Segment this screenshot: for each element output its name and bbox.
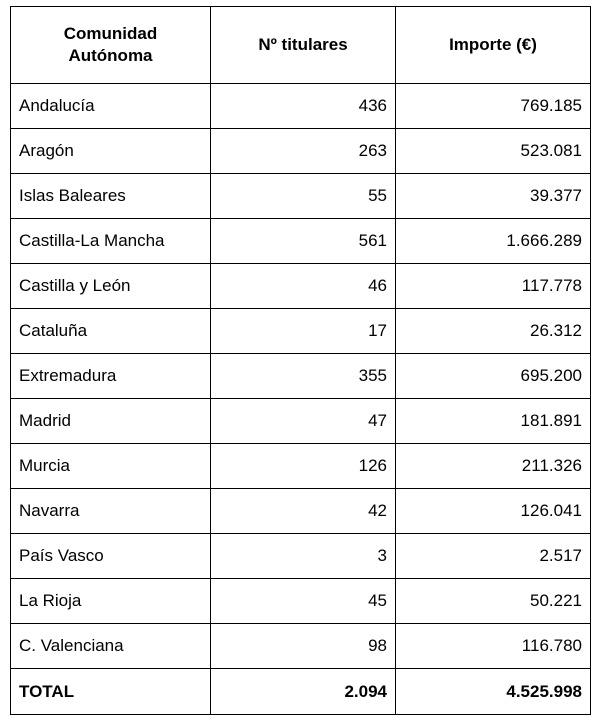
total-amount: 4.525.998 xyxy=(396,669,591,715)
table-row xyxy=(11,489,591,534)
table-row xyxy=(11,624,591,669)
row-community: Castilla y León xyxy=(11,264,211,309)
row-community: C. Valenciana xyxy=(11,624,211,669)
table-row xyxy=(11,219,591,264)
row-holders: 17 xyxy=(211,309,396,354)
row-holders: 47 xyxy=(211,399,396,444)
row-community: Andalucía xyxy=(11,84,211,129)
table-row xyxy=(11,84,591,129)
table-row xyxy=(11,399,591,444)
row-community: Extremadura xyxy=(11,354,211,399)
data-table xyxy=(10,6,591,715)
header-amount: Importe (€) xyxy=(396,7,591,84)
row-amount: 1.666.289 xyxy=(396,219,591,264)
row-community: Castilla-La Mancha xyxy=(11,219,211,264)
row-community: Navarra xyxy=(11,489,211,534)
row-amount: 116.780 xyxy=(396,624,591,669)
row-community: Cataluña xyxy=(11,309,211,354)
total-row xyxy=(11,669,591,715)
row-community: Madrid xyxy=(11,399,211,444)
row-amount: 39.377 xyxy=(396,174,591,219)
row-holders: 263 xyxy=(211,129,396,174)
row-holders: 55 xyxy=(211,174,396,219)
table-row xyxy=(11,129,591,174)
row-amount: 211.326 xyxy=(396,444,591,489)
total-label: TOTAL xyxy=(11,669,211,715)
row-amount: 523.081 xyxy=(396,129,591,174)
row-community: Islas Baleares xyxy=(11,174,211,219)
header-community-line1: Comunidad xyxy=(63,24,158,43)
row-holders: 45 xyxy=(211,579,396,624)
header-row xyxy=(11,7,591,84)
row-holders: 355 xyxy=(211,354,396,399)
table-row xyxy=(11,264,591,309)
header-holders: Nº titulares xyxy=(211,7,396,84)
table-row xyxy=(11,354,591,399)
row-community: País Vasco xyxy=(11,534,211,579)
row-holders: 126 xyxy=(211,444,396,489)
table-row xyxy=(11,174,591,219)
table-row xyxy=(11,579,591,624)
row-amount: 769.185 xyxy=(396,84,591,129)
row-amount: 117.778 xyxy=(396,264,591,309)
row-holders: 3 xyxy=(211,534,396,579)
row-amount: 126.041 xyxy=(396,489,591,534)
row-community: La Rioja xyxy=(11,579,211,624)
row-amount: 26.312 xyxy=(396,309,591,354)
header-community xyxy=(11,7,211,84)
row-holders: 561 xyxy=(211,219,396,264)
header-community-line2: Autónoma xyxy=(68,46,153,65)
row-holders: 98 xyxy=(211,624,396,669)
table-row xyxy=(11,309,591,354)
table-row xyxy=(11,534,591,579)
row-amount: 181.891 xyxy=(396,399,591,444)
row-amount: 695.200 xyxy=(396,354,591,399)
total-holders: 2.094 xyxy=(211,669,396,715)
row-community: Murcia xyxy=(11,444,211,489)
row-amount: 50.221 xyxy=(396,579,591,624)
row-holders: 46 xyxy=(211,264,396,309)
row-community: Aragón xyxy=(11,129,211,174)
row-holders: 436 xyxy=(211,84,396,129)
row-holders: 42 xyxy=(211,489,396,534)
row-amount: 2.517 xyxy=(396,534,591,579)
table-row xyxy=(11,444,591,489)
